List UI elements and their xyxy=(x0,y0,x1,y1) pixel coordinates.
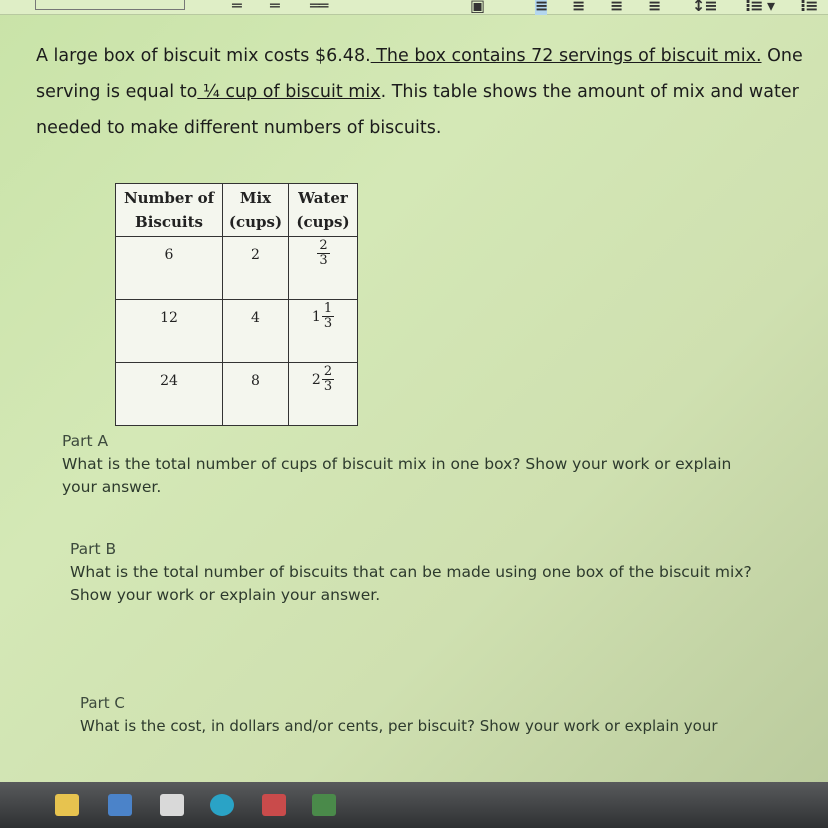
italic-icon[interactable]: ═ xyxy=(270,0,279,15)
header-water: Water (cups) xyxy=(289,184,358,237)
part-c-question: What is the cost, in dollars and/or cents, per biscuit? Show your work or explain your xyxy=(80,717,718,735)
part-b-label: Part B xyxy=(70,540,117,558)
part-a-question-cont: your answer. xyxy=(62,478,162,496)
bulleted-list-icon[interactable]: ⁝≡ xyxy=(800,0,818,15)
cell-mix: 4 xyxy=(223,300,289,363)
image-icon[interactable]: ▣ xyxy=(470,0,485,15)
part-a-label: Part A xyxy=(62,432,109,450)
part-b xyxy=(70,538,752,607)
intro-sentence-3: One serving is equal to xyxy=(36,46,803,102)
cell-water: 2 $\frac{2}{3}$ xyxy=(289,363,358,426)
line-spacing-icon[interactable]: ↕≡ xyxy=(692,0,717,15)
table-header-row xyxy=(116,184,358,237)
cell-biscuits: 6 xyxy=(116,237,223,300)
cell-mix: 2 xyxy=(223,237,289,300)
app-icon[interactable] xyxy=(312,794,336,816)
app-icon[interactable] xyxy=(262,794,286,816)
biscuit-table xyxy=(115,183,358,426)
header-mix: Mix (cups) xyxy=(223,184,289,237)
formatting-toolbar xyxy=(0,0,828,15)
intro-sentence-5: . This table shows the amount of mix and water needed to make different numbers of biscuits. xyxy=(36,82,799,138)
taskbar xyxy=(0,782,828,828)
store-icon[interactable] xyxy=(160,794,184,816)
table-row xyxy=(116,363,358,426)
part-b-question-cont: Show your work or explain your answer. xyxy=(70,586,381,604)
intro-sentence-1: A large box of biscuit mix costs $6.48. xyxy=(36,46,371,66)
mail-icon[interactable] xyxy=(108,794,132,816)
part-a-question: What is the total number of cups of biscuit mix in one box? Show your work or explain xyxy=(62,455,732,473)
part-a xyxy=(62,430,731,499)
part-b-question: What is the total number of biscuits that can be made using one box of the biscuit mix? xyxy=(70,563,752,581)
intro-sentence-2: The box contains 72 servings of biscuit mix. xyxy=(370,46,762,66)
cell-biscuits: 24 xyxy=(116,363,223,426)
table-row xyxy=(116,237,358,300)
header-biscuits: Number of Biscuits xyxy=(116,184,223,237)
numbered-list-icon[interactable]: ⁝≡ ▾ xyxy=(745,0,775,15)
align-center-icon[interactable]: ≡ xyxy=(572,0,585,15)
align-left-icon[interactable]: ≡ xyxy=(535,0,547,15)
underline-icon[interactable]: ══ xyxy=(310,0,328,15)
table-row xyxy=(116,300,358,363)
cell-biscuits: 12 xyxy=(116,300,223,363)
align-right-icon[interactable]: ≡ xyxy=(610,0,623,15)
cell-water: $\frac{2}{3}$ xyxy=(289,237,358,300)
part-c xyxy=(80,692,718,738)
intro-serving-size: ¼ cup of biscuit mix xyxy=(197,82,381,102)
cell-water: 1 $\frac{1}{3}$ xyxy=(289,300,358,363)
justify-icon[interactable]: ≡ xyxy=(648,0,661,15)
folder-icon[interactable] xyxy=(55,794,79,816)
font-box[interactable] xyxy=(35,0,185,10)
browser-icon[interactable] xyxy=(210,794,234,816)
problem-statement xyxy=(36,38,826,146)
bold-icon[interactable]: ═ xyxy=(232,0,241,15)
cell-mix: 8 xyxy=(223,363,289,426)
part-c-label: Part C xyxy=(80,694,125,712)
